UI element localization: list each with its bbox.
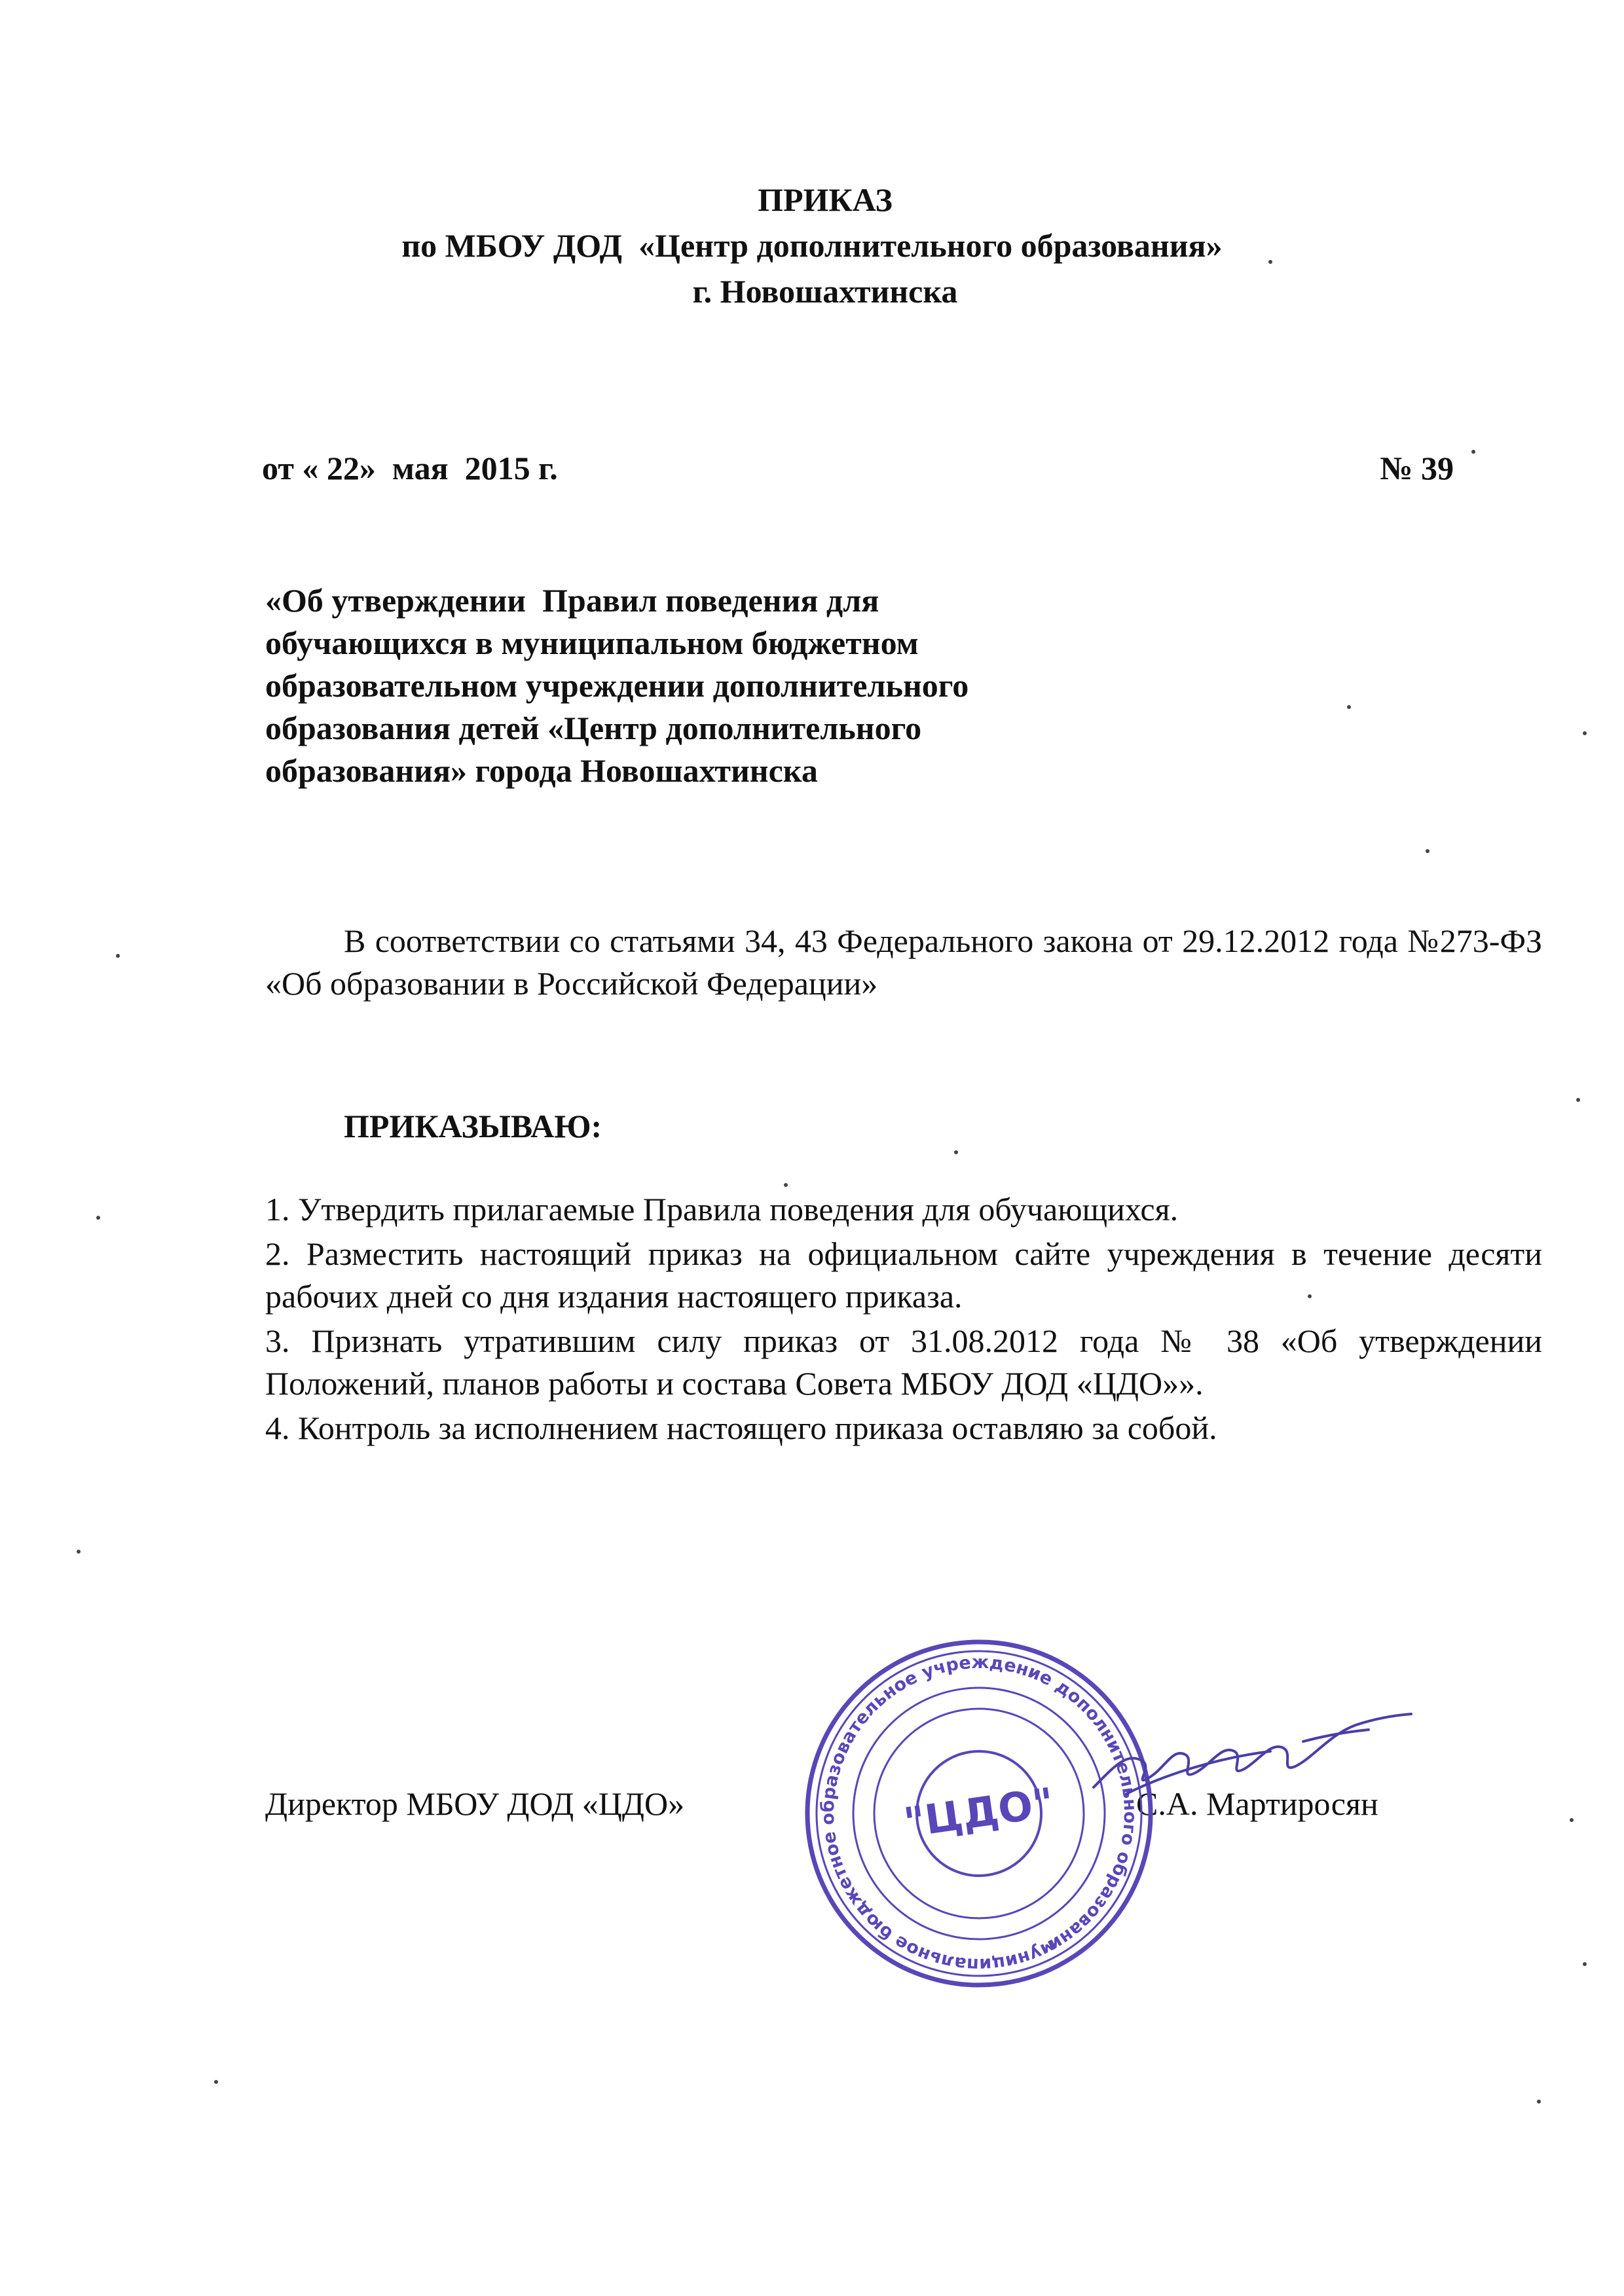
order-item: 4. Контроль за исполнением настоящего приказа оставляю за собой. — [265, 1410, 1217, 1446]
subject-line: образования детей «Центр дополнительного — [265, 710, 922, 746]
document-header — [0, 177, 1624, 314]
order-item: 2. Разместить настоящий приказ на официальном сайте учреждения в течение десяти рабочих дней со дня издания настоящего приказа. — [265, 1235, 1542, 1315]
organization-line: по МБОУ ДОД «Центр дополнительного образования» — [401, 227, 1223, 264]
subject-line: образования» города Новошахтинска — [265, 752, 818, 789]
signer-position: Директор МБОУ ДОД «ЦДО» — [265, 1785, 685, 1822]
document-title: ПРИКАЗ — [758, 181, 893, 218]
stamp-center-text: "ЦДО" — [900, 1778, 1057, 1847]
legal-basis-paragraph: В соответствии со статьями 34, 43 Федерального закона от 29.12.2012 года №273-ФЗ «Об образовании в Российской Федерации» — [265, 922, 1542, 1002]
signer-name: С.А. Мартиросян — [1136, 1785, 1378, 1822]
stamp-ring-text: муниципальное бюджетное образовательное учреждение дополнительного образования — [817, 1652, 1141, 1975]
subject-line: «Об утверждении Правил поведения для — [265, 582, 879, 619]
order-number: № 39 — [1380, 450, 1454, 486]
order-subject — [265, 579, 1149, 792]
orders-list — [265, 1188, 1542, 1451]
order-item: 1. Утвердить прилагаемые Правила поведения для обучающихся. — [265, 1191, 1179, 1228]
city-line: г. Новошахтинска — [692, 273, 958, 310]
order-item: 3. Признать утратившим силу приказ от 31.08.2012 года № 38 «Об утверждении Положений, планов работы и состава Совета МБОУ ДОД «ЦДО»». — [265, 1322, 1542, 1402]
order-date: от « 22» мая 2015 г. — [262, 450, 558, 486]
subject-line: образовательном учреждении дополнительного — [265, 667, 969, 704]
subject-line: обучающихся в муниципальном бюджетном — [265, 625, 919, 661]
orders-heading: ПРИКАЗЫВАЮ: — [344, 1108, 602, 1144]
handwritten-signature-icon — [1087, 1689, 1414, 1820]
